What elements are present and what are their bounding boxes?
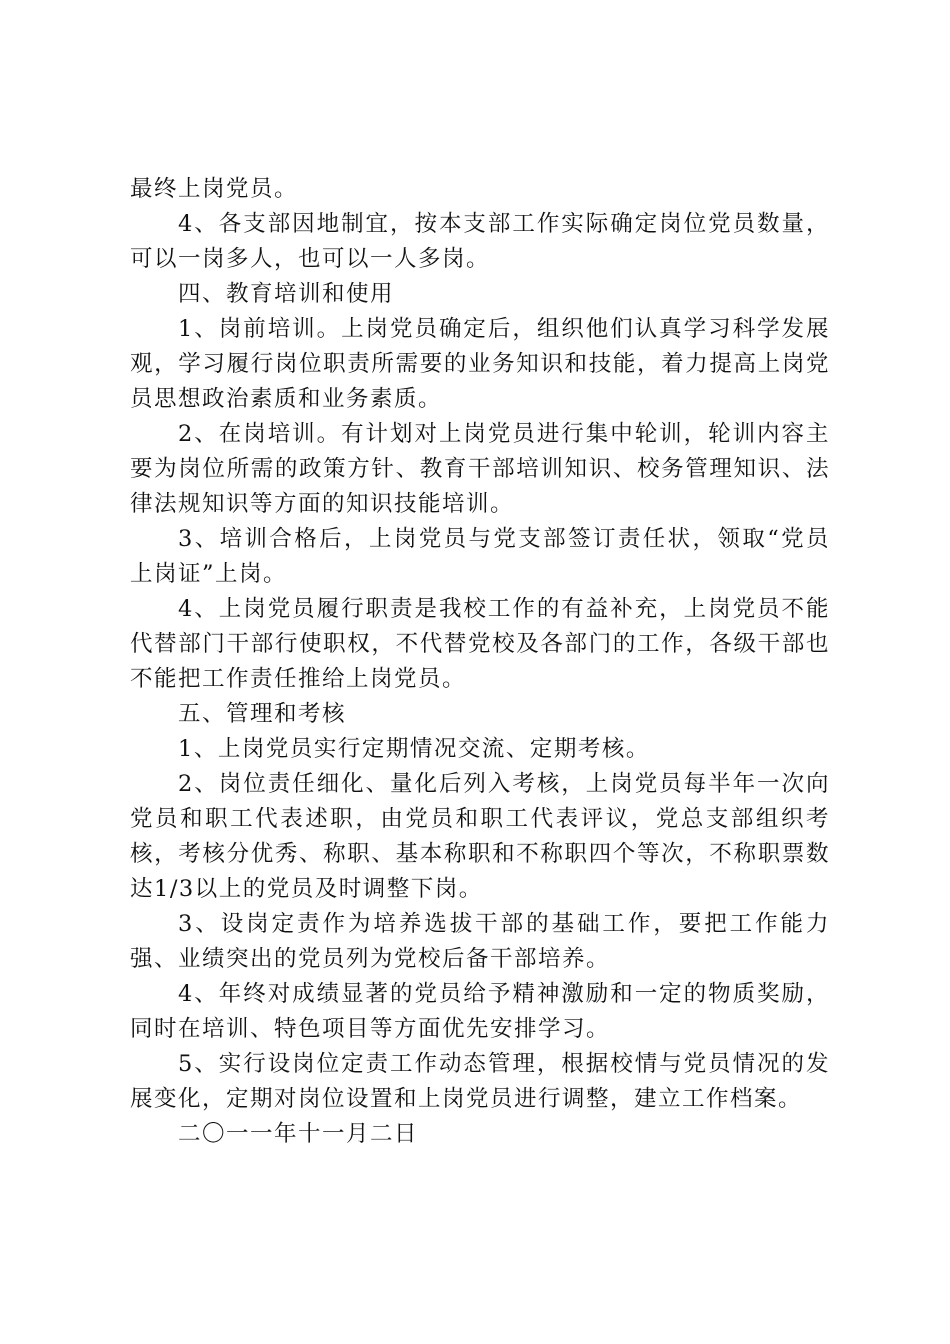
paragraph-dynamic-management: 5、实行设岗位定责工作动态管理，根据校情与党员情况的发展变化，定期对岗位设置和上岗党员进行调整，建立工作档案。 [130,1051,830,1112]
paragraph-assessment-details: 2、岗位责任细化、量化后列入考核，上岗党员每半年一次向党员和职工代表述职，由党员和职工代表评议，党总支部组织考核，考核分优秀、称职、基本称职和不称职四个等次，不称职票数达1/3以上的党员及时调整下岗。 [130,771,830,902]
section-heading-education-training: 四、教育培训和使用 [178,281,395,307]
paragraph-regular-exchange: 1、上岗党员实行定期情况交流、定期考核。 [178,736,650,762]
paragraph-continuation: 最终上岗党员。 [130,176,299,202]
paragraph-duty-supplement: 4、上岗党员履行职责是我校工作的有益补充，上岗党员不能代替部门干部行使职权，不代替党校及各部门的工作，各级干部也不能把工作责任推给上岗党员。 [130,596,830,692]
paragraph-pre-post-training: 1、岗前培训。上岗党员确定后，组织他们认真学习科学发展观，学习履行岗位职责所需要的业务知识和技能，着力提高上岗党员思想政治素质和业务素质。 [130,316,830,412]
section-heading-management-assessment: 五、管理和考核 [178,701,347,727]
document-body [130,172,830,1152]
paragraph-on-post-training: 2、在岗培训。有计划对上岗党员进行集中轮训，轮训内容主要为岗位所需的政策方针、教育干部培训知识、校务管理知识、法律法规知识等方面的知识技能培训。 [130,421,830,517]
paragraph-cadre-cultivation: 3、设岗定责作为培养选拔干部的基础工作，要把工作能力强、业绩突出的党员列为党校后备干部培养。 [130,911,830,972]
document-date: 二〇一一年十一月二日 [178,1121,419,1147]
paragraph-item-4-post-count: 4、各支部因地制宜，按本支部工作实际确定岗位党员数量，可以一岗多人，也可以一人多岗。 [130,211,830,272]
paragraph-year-end-reward: 4、年终对成绩显著的党员给予精神激励和一定的物质奖励，同时在培训、特色项目等方面优先安排学习。 [130,981,830,1042]
paragraph-responsibility-contract: 3、培训合格后，上岗党员与党支部签订责任状，领取“党员上岗证”上岗。 [130,526,830,587]
